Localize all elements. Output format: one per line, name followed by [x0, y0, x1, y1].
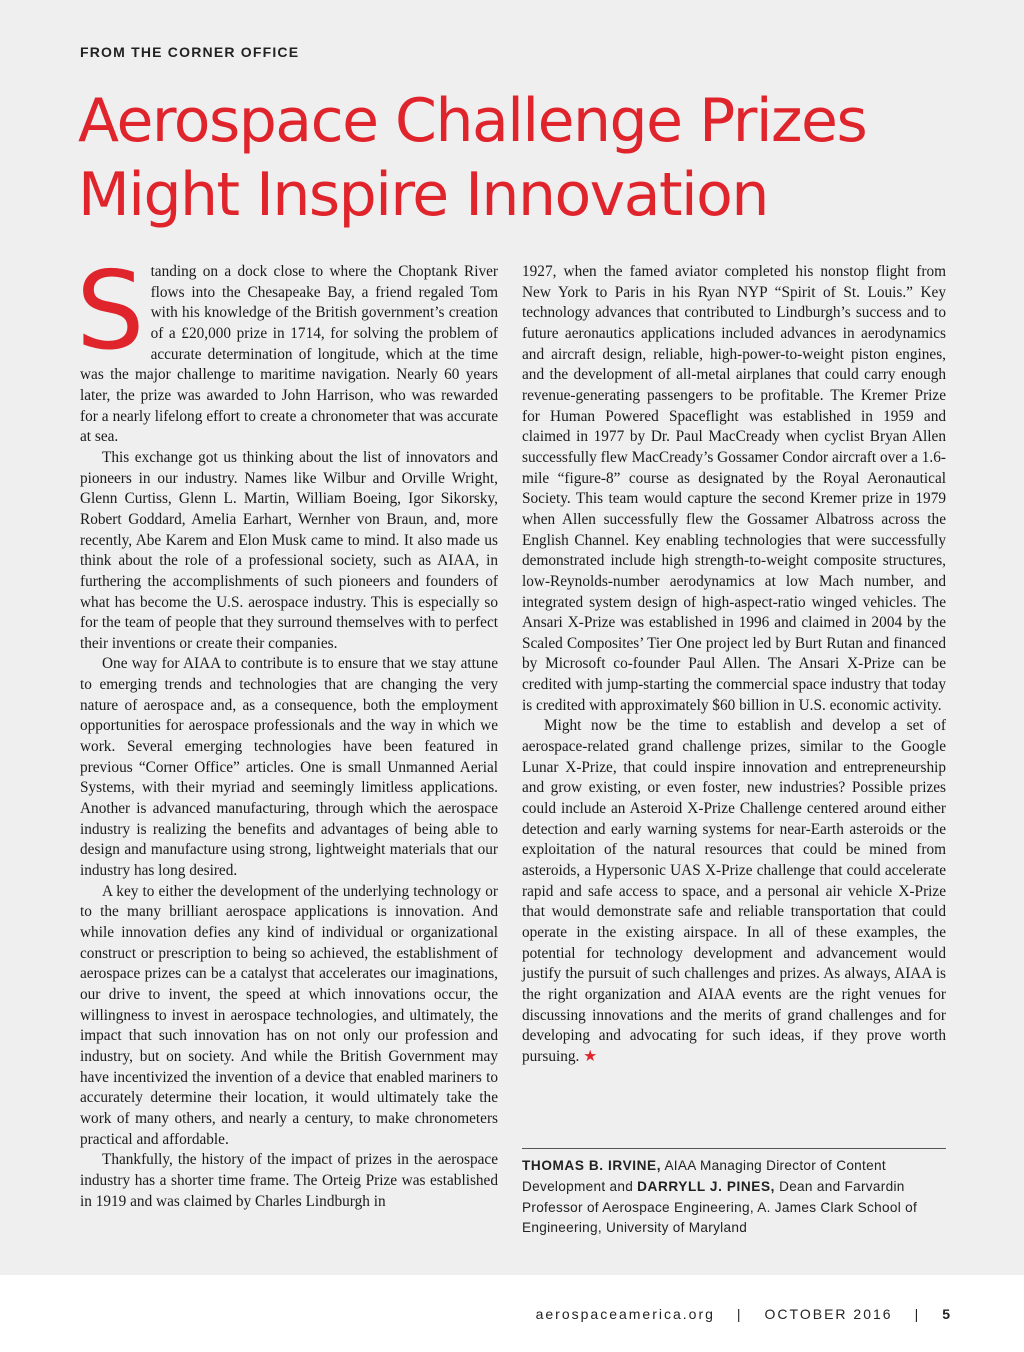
drop-cap: S [76, 249, 145, 374]
article-paragraph: 1927, when the famed aviator completed his nonstop flight from New York to Paris in his Ryan NYP “Spirit of St. Louis.” Key technology advances that contributed to Lindburgh’s success and to future aeronautics applications included advances in aerodynamics and aircraft design, reliable, high-power-to-weight piston engines, and the development of all-metal airplanes that could carry enough revenue-generating passengers to be profitable. The Kremer Prize for Human Powered Spaceflight was established in 1959 and claimed in 1977 by Dr. Paul MacCready when cyclist Bryan Allen successfully flew MacCready’s Gossamer Condor aircraft over a 1.6-mile “figure-8” course as designated by the Royal Aeronautical Society. This team would capture the second Kremer prize in 1979 when Allen successfully flew the Gossamer Albatross across the English Channel. Key enabling technologies that were successfully demonstrated include high strength-to-weight composite structures, low-Reynolds-number aerodynamics at low Mach number, and integrated system design of high-aspect-ratio winged vehicles. The Ansari X-Prize was established in 1996 and claimed in 2004 by the Scaled Composites’ Tier One project led by Burt Rutan and financed by Microsoft co-founder Paul Allen. The Ansari X-Prize can be credited with jump-starting the commercial space industry that today is credited with approximately $60 billion in U.S. economic activity. [522, 263, 946, 714]
article-paragraph [76, 249, 498, 448]
footer-info [536, 1306, 950, 1322]
article-column-right [522, 262, 946, 1068]
author-byline [522, 1156, 952, 1239]
author-role: AIAA Managing Director of Content Development and [522, 1158, 886, 1194]
article-paragraph: A key to either the development of the underlying technology or to the many brilliant aerospace applications is innovation. And while innovation defies any kind of individual or organizational construct or prescription to being so achieved, the establishment of aerospace prizes can be a catalyst that accelerates our imaginations, our drive to invent, the speed at which innovations occur, the willingness to invest in aerospace technologies, and ultimately, the impact that such innovation has on not only our profession and industry, but on society. And while the British Government may have incentivized the invention of a device that enabled mariners to accurately determine their location, it would ultimately take the work of many others, and nearly a century, to make chronometers practical and affordable. [80, 882, 498, 1148]
article-paragraph: This exchange got us thinking about the list of innovators and pioneers in our industry. Names like Wilbur and Orville Wright, Glenn Curtiss, Glenn L. Martin, William Boeing, Igor Sikorsky, Robert Goddard, Amelia Earhart, Wernher von Braun, and, more recently, Abe Karem and Elon Musk came to mind. It also made us think about the role of a professional society, such as AIAA, in furthering the accomplishments of such pioneers and founders of what has become the U.S. aerospace industry. This is especially so for the team of people that they surround themselves with to perfect their inventions or create their companies. [80, 448, 498, 652]
headline-line-2: Might Inspire Innovation [78, 160, 768, 230]
article-paragraph: Thankfully, the history of the impact of prizes in the aerospace industry has a shorter time frame. The Orteig Prize was established in 1919 and was claimed by Charles Lindburgh in [80, 1151, 498, 1210]
section-label: FROM THE CORNER OFFICE [80, 44, 300, 60]
byline-divider [522, 1148, 946, 1149]
headline-line-1: Aerospace Challenge Prizes [78, 86, 867, 156]
article-column-left [76, 249, 498, 1212]
footer-issue: OCTOBER 2016 [764, 1306, 893, 1322]
page-number: 5 [942, 1306, 950, 1322]
footer-separator: | [736, 1306, 743, 1322]
footer-separator: | [914, 1306, 921, 1322]
author-name: DARRYLL J. PINES, [637, 1178, 775, 1194]
author-name: THOMAS B. IRVINE, [522, 1158, 662, 1173]
article-headline [78, 84, 958, 232]
article-paragraph [522, 716, 946, 1067]
article-paragraph: One way for AIAA to contribute is to ensure that we stay attune to emerging trends and technologies that are changing the very nature of aerospace and, as a consequence, both the employment opportunities for aerospace professionals and the way in which we work. Several emerging technologies have been featured in previous “Corner Office” articles. One is small Unmanned Aerial Systems, with their myriad and seemingly limitless applications. Another is advanced manufacturing, through which the aerospace industry is realizing the benefits and advantages of being able to design and manufacture using strong, lightweight materials that our industry has long desired. [80, 655, 498, 880]
paragraph-text: Might now be the time to establish and develop a set of aerospace-related grand challenge prizes, similar to the Google Lunar X-Prize, that could inspire innovation and entrepreneurship and grow existing, or even foster, new industries? Possible prizes could include an Asteroid X-Prize Challenge centered around either detection and early warning systems for near-Earth asteroids or the exploitation of the natural resources that could be mined from asteroids, a Hypersonic UAS X-Prize challenge that could accelerate rapid and safe access to space, and a personal air vehicle X-Prize that would demonstrate safe and reliable transportation that could operate in the existing airspace. In all of these examples, the potential for technology development and advancement would justify the pursuit of such challenges and prizes. As always, AIAA is the right organization and AIAA events are the right venues for discussing innovations and the merits of grand challenges and for developing and advocating for such ideas, if they prove worth pursuing. [522, 717, 946, 1065]
paragraph-text: tanding on a dock close to where the Choptank River flows into the Chesapeake Bay, a friend regaled Tom with his knowledge of the British government’s creation of a £20,000 prize in 1714, for solving the problem of accurate determination of longitude, which at the time was the major challenge to maritime navigation. Nearly 60 years later, the prize was awarded to John Harrison, who was rewarded for a nearly lifelong effort to create a chronometer that was accurate at sea. [80, 263, 498, 446]
footer-site-link[interactable]: aerospaceamerica.org [535, 1306, 715, 1322]
author-role: Dean and Farvardin Professor of Aerospace Engineering, A. James Clark School of Engineering, University of Maryland [522, 1178, 918, 1236]
end-mark-star-icon: ★ [583, 1047, 597, 1065]
